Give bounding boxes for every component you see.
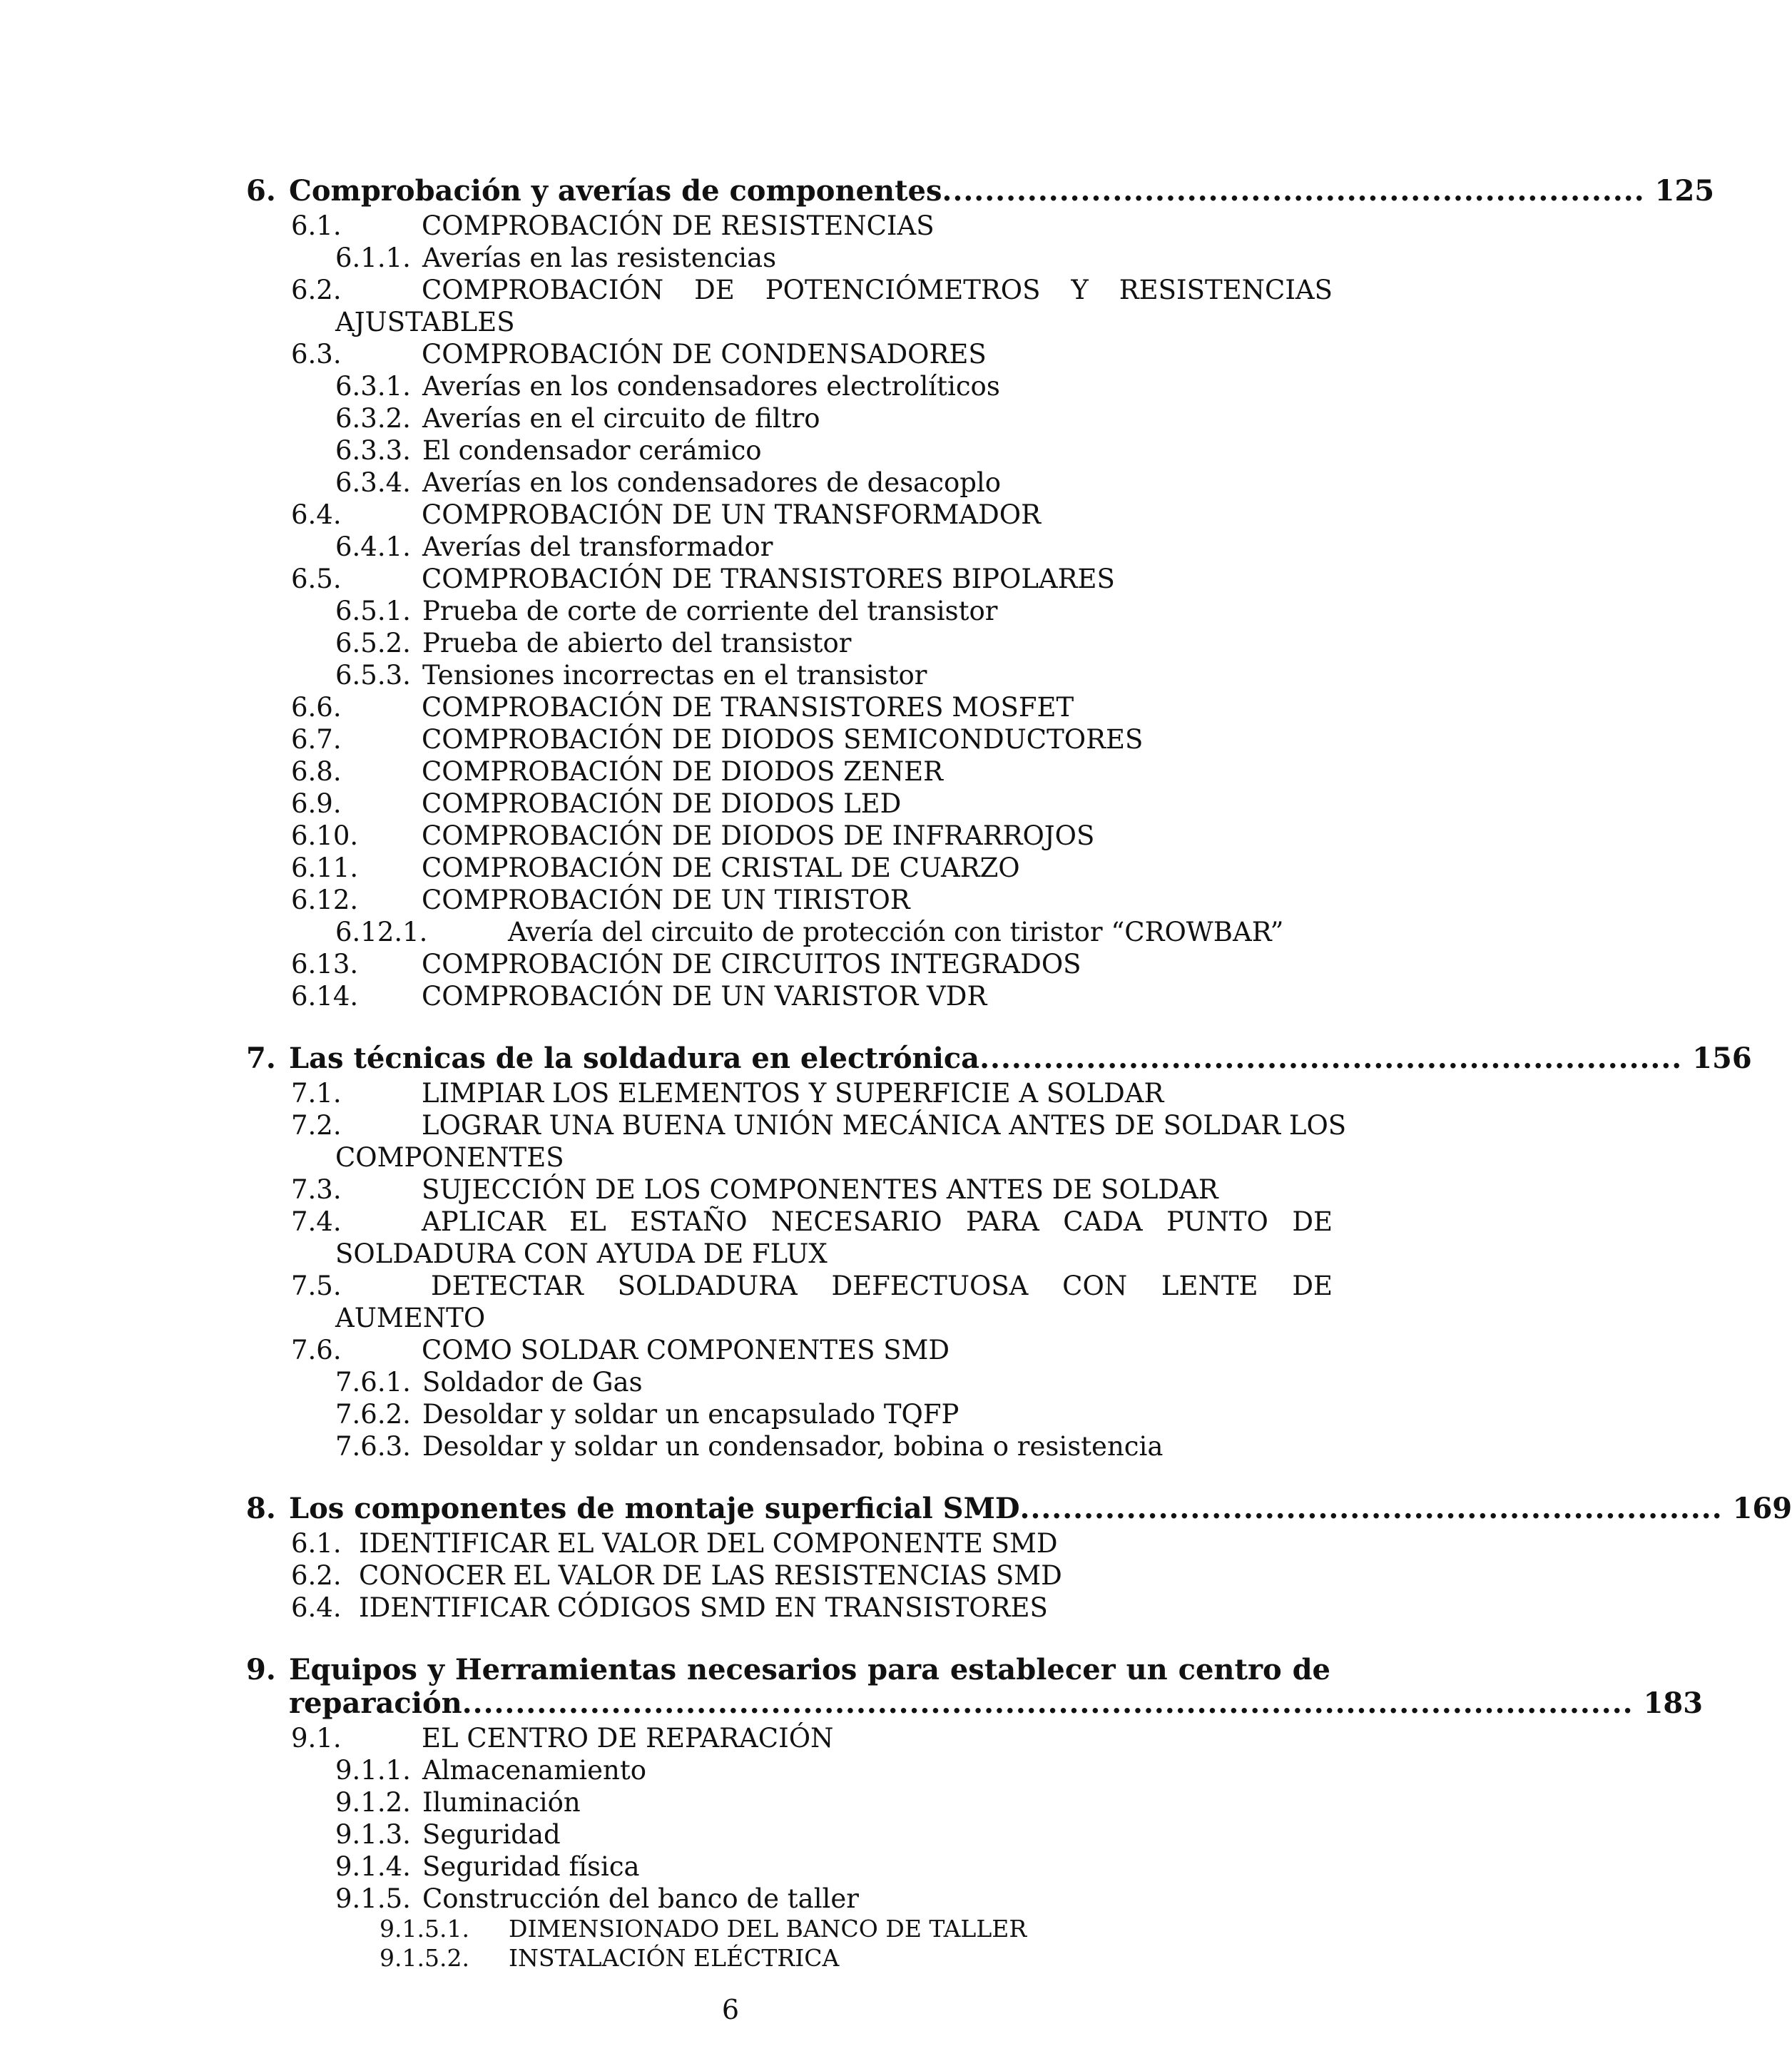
entry-title: Averías en los condensadores de desacoplo <box>422 467 1002 498</box>
entry-title: IDENTIFICAR CÓDIGOS SMD EN TRANSISTORES <box>359 1592 1048 1623</box>
entry-number: 7.1. <box>291 1078 342 1109</box>
entry-number: 6.7. <box>291 724 342 755</box>
entry-number: 6.3. <box>291 339 342 370</box>
toc-entry-6-14[interactable] <box>291 981 1333 1012</box>
toc-entry-8-2[interactable] <box>291 1560 1333 1592</box>
entry-title: COMPROBACIÓN DE RESISTENCIAS <box>422 210 935 241</box>
entry-number: 9.1.5. <box>335 1883 411 1914</box>
entry-title: COMO SOLDAR COMPONENTES SMD <box>422 1335 950 1365</box>
toc-entry-7-5-cont <box>335 1303 1334 1334</box>
toc-entry-6-3-1[interactable] <box>335 371 1334 402</box>
toc-entry-7-6-2[interactable] <box>335 1399 1334 1430</box>
dot-leader: .................................................................. <box>942 174 1645 208</box>
entry-number: 6.2. <box>291 275 342 305</box>
toc-entry-6-5-1[interactable] <box>335 596 1334 627</box>
entry-title: Prueba de corte de corriente del transistor <box>422 596 998 626</box>
dot-leader: .................................................................. <box>1019 1492 1723 1525</box>
entry-number: 6.9. <box>291 788 342 819</box>
chapter-number: 9. <box>246 1653 276 1686</box>
entry-title: COMPROBACIÓN DE UN TIRISTOR <box>422 885 910 915</box>
toc-entry-6-5-3[interactable] <box>335 660 1334 691</box>
entry-title: Soldador de Gas <box>422 1367 643 1398</box>
entry-number: 7.3. <box>291 1174 342 1205</box>
entry-title: COMPROBACIÓN DE TRANSISTORES MOSFET <box>422 692 1074 723</box>
entry-number: 6.12.1. <box>335 917 428 947</box>
entry-number: 6.13. <box>291 949 359 979</box>
toc-entry-7-6[interactable] <box>291 1335 1333 1366</box>
toc-entry-6-1[interactable] <box>291 210 1333 242</box>
toc-entry-7-6-3[interactable] <box>335 1431 1334 1462</box>
entry-title: CONOCER EL VALOR DE LAS RESISTENCIAS SMD <box>359 1560 1062 1591</box>
toc-entry-7-2[interactable] <box>291 1110 1347 1141</box>
page-number: 6 <box>721 1994 740 2025</box>
toc-entry-6-3-3[interactable] <box>335 435 1334 467</box>
entry-title: Tensiones incorrectas en el transistor <box>422 660 927 691</box>
entry-number: 6.5. <box>291 564 342 594</box>
entry-title: IDENTIFICAR EL VALOR DEL COMPONENTE SMD <box>359 1528 1058 1559</box>
entry-title: Iluminación <box>422 1787 581 1818</box>
chapter-page-number: 125 <box>1654 174 1715 208</box>
entry-title: Averías en el circuito de filtro <box>422 403 820 434</box>
toc-entry-6-8[interactable] <box>291 756 1333 788</box>
toc-entry-6-6[interactable] <box>291 692 1333 723</box>
toc-entry-7-2-cont <box>335 1142 1334 1174</box>
dot-leader: .............................................................................................................. <box>462 1686 1634 1720</box>
chapter-number: 6. <box>246 174 276 208</box>
toc-entry-6-12[interactable] <box>291 885 1333 916</box>
entry-number: 6.5.2. <box>335 628 411 658</box>
entry-number: 7.5. <box>291 1271 342 1301</box>
toc-chapter-9[interactable] <box>246 1654 1330 1686</box>
toc-entry-6-9[interactable] <box>291 788 1333 820</box>
toc-entry-7-4[interactable] <box>291 1206 1333 1238</box>
toc-entry-8-4[interactable] <box>291 1592 1333 1624</box>
entry-title: Averías en los condensadores electrolíticos <box>422 371 1000 402</box>
entry-title: COMPROBACIÓN DE DIODOS SEMICONDUCTORES <box>422 724 1144 755</box>
entry-title: Averías del transformador <box>422 531 773 562</box>
toc-entry-7-5[interactable] <box>291 1271 1333 1302</box>
toc-entry-6-2-cont <box>335 307 1334 338</box>
toc-entry-6-13[interactable] <box>291 949 1333 980</box>
entry-number: 6.1.1. <box>335 243 411 273</box>
chapter-title-cont: reparación <box>289 1686 462 1720</box>
entry-title: SOLDADURA CON AYUDA DE FLUX <box>335 1238 828 1269</box>
toc-entry-9-1-4[interactable] <box>335 1851 1334 1883</box>
entry-title: LIMPIAR LOS ELEMENTOS Y SUPERFICIE A SOLDAR <box>422 1078 1164 1109</box>
toc-entry-6-4[interactable] <box>291 499 1333 531</box>
entry-number: 7.2. <box>291 1110 342 1141</box>
entry-number: 6.3.4. <box>335 467 411 498</box>
entry-title: EL CENTRO DE REPARACIÓN <box>422 1723 834 1754</box>
chapter-title: Equipos y Herramientas necesarios para establecer un centro de <box>289 1653 1330 1686</box>
entry-title: COMPONENTES <box>335 1142 564 1173</box>
toc-entry-7-6-1[interactable] <box>335 1367 1334 1398</box>
entry-title: COMPROBACIÓN DE UN VARISTOR VDR <box>422 981 987 1012</box>
toc-entry-6-11[interactable] <box>291 853 1333 884</box>
toc-entry-6-3[interactable] <box>291 339 1333 370</box>
entry-title: COMPROBACIÓN DE UN TRANSFORMADOR <box>422 499 1041 530</box>
toc-chapter-8[interactable] <box>246 1492 1792 1525</box>
chapter-title: Los componentes de montaje superficial SMD <box>289 1492 1020 1525</box>
toc-entry-6-3-4[interactable] <box>335 467 1334 499</box>
entry-number: 9.1. <box>291 1723 342 1754</box>
toc-entry-9-1-1[interactable] <box>335 1755 1334 1786</box>
entry-title: LOGRAR UNA BUENA UNIÓN MECÁNICA ANTES DE SOLDAR LOS <box>422 1110 1347 1141</box>
toc-entry-9-1-2[interactable] <box>335 1787 1334 1818</box>
entry-number: 6.11. <box>291 853 359 883</box>
entry-title: COMPROBACIÓN DE CONDENSADORES <box>422 339 987 370</box>
entry-title: COMPROBACIÓN DE POTENCIÓMETROS Y RESISTENCIAS <box>422 275 1333 305</box>
entry-title: Avería del circuito de protección con tiristor “CROWBAR” <box>508 917 1284 947</box>
entry-title: COMPROBACIÓN DE CIRCUITOS INTEGRADOS <box>422 949 1081 979</box>
entry-number: 6.4. <box>291 1592 342 1623</box>
entry-title: DETECTAR SOLDADURA DEFECTUOSA CON LENTE DE <box>431 1271 1333 1301</box>
entry-number: 7.4. <box>291 1206 342 1237</box>
entry-number: 9.1.4. <box>335 1851 411 1882</box>
dot-leader: .................................................................. <box>979 1042 1683 1075</box>
entry-title: Averías en las resistencias <box>422 243 777 273</box>
entry-title: INSTALACIÓN ELÉCTRICA <box>509 1944 840 1972</box>
toc-entry-6-5-2[interactable] <box>335 628 1334 659</box>
entry-number: 6.5.3. <box>335 660 411 691</box>
entry-number: 6.1. <box>291 210 342 241</box>
entry-number: 6.1. <box>291 1528 342 1559</box>
entry-number: 7.6.1. <box>335 1367 411 1398</box>
chapter-page-number: 156 <box>1692 1042 1752 1075</box>
entry-number: 6.5.1. <box>335 596 411 626</box>
toc-entry-6-5[interactable] <box>291 564 1333 595</box>
chapter-number: 7. <box>246 1042 276 1075</box>
toc-entry-9-1[interactable] <box>291 1723 1333 1754</box>
entry-number: 9.1.3. <box>335 1819 411 1850</box>
entry-title: COMPROBACIÓN DE CRISTAL DE CUARZO <box>422 853 1020 883</box>
chapter-number: 8. <box>246 1492 276 1525</box>
entry-number: 6.4.1. <box>335 531 411 562</box>
entry-title: DIMENSIONADO DEL BANCO DE TALLER <box>509 1915 1027 1943</box>
entry-number: 6.14. <box>291 981 359 1012</box>
chapter-title: Las técnicas de la soldadura en electrónica <box>289 1042 980 1075</box>
entry-title: Seguridad física <box>422 1851 640 1882</box>
toc-entry-7-1[interactable] <box>291 1078 1333 1109</box>
chapter-page-number: 169 <box>1732 1492 1792 1525</box>
toc-chapter-7[interactable] <box>246 1042 1752 1075</box>
entry-title: COMPROBACIÓN DE DIODOS DE INFRARROJOS <box>422 820 1095 851</box>
entry-number: 9.1.5.1. <box>380 1915 469 1943</box>
entry-number: 9.1.2. <box>335 1787 411 1818</box>
chapter-page-number: 183 <box>1643 1686 1704 1720</box>
toc-chapter-9-cont[interactable] <box>246 1686 1704 1720</box>
entry-number: 6.12. <box>291 885 359 915</box>
entry-title: Almacenamiento <box>422 1755 646 1786</box>
toc-entry-6-2[interactable] <box>291 275 1333 306</box>
entry-number: 7.6.2. <box>335 1399 411 1430</box>
entry-title: Construcción del banco de taller <box>422 1883 859 1914</box>
toc-entry-9-1-5-1[interactable] <box>380 1913 1335 1945</box>
toc-entry-6-3-2[interactable] <box>335 403 1334 434</box>
entry-title: Seguridad <box>422 1819 561 1850</box>
toc-entry-9-1-5[interactable] <box>335 1883 1334 1915</box>
entry-number: 6.3.2. <box>335 403 411 434</box>
toc-entry-8-1[interactable] <box>291 1528 1333 1559</box>
entry-number: 7.6. <box>291 1335 342 1365</box>
chapter-title: Comprobación y averías de componentes <box>289 174 942 208</box>
entry-number: 6.3.3. <box>335 435 411 466</box>
toc-entry-7-4-cont <box>335 1238 1334 1270</box>
entry-title: Prueba de abierto del transistor <box>422 628 852 658</box>
entry-title: COMPROBACIÓN DE TRANSISTORES BIPOLARES <box>422 564 1115 594</box>
entry-number: 6.2. <box>291 1560 342 1591</box>
toc-entry-6-4-1[interactable] <box>335 531 1334 563</box>
entry-number: 9.1.5.2. <box>380 1944 469 1972</box>
entry-title: El condensador cerámico <box>422 435 762 466</box>
entry-number: 6.4. <box>291 499 342 530</box>
toc-entry-6-12-1[interactable] <box>335 917 1334 948</box>
toc-entry-6-7[interactable] <box>291 724 1333 755</box>
toc-entry-9-1-3[interactable] <box>335 1819 1334 1851</box>
entry-number: 6.3.1. <box>335 371 411 402</box>
toc-entry-6-1-1[interactable] <box>335 243 1334 274</box>
entry-title: Desoldar y soldar un condensador, bobina o resistencia <box>422 1431 1164 1462</box>
toc-entry-6-10[interactable] <box>291 820 1333 852</box>
entry-number: 9.1.1. <box>335 1755 411 1786</box>
toc-entry-9-1-5-2[interactable] <box>380 1943 1335 1974</box>
entry-title: Desoldar y soldar un encapsulado TQFP <box>422 1399 959 1430</box>
entry-title: APLICAR EL ESTAÑO NECESARIO PARA CADA PUNTO DE <box>422 1206 1333 1237</box>
entry-title: AJUSTABLES <box>335 307 515 337</box>
entry-title: SUJECCIÓN DE LOS COMPONENTES ANTES DE SOLDAR <box>422 1174 1218 1205</box>
entry-number: 7.6.3. <box>335 1431 411 1462</box>
entry-number: 6.8. <box>291 756 342 787</box>
entry-number: 6.6. <box>291 692 342 723</box>
entry-title: COMPROBACIÓN DE DIODOS LED <box>422 788 902 819</box>
entry-number: 6.10. <box>291 820 359 851</box>
toc-entry-7-3[interactable] <box>291 1174 1333 1206</box>
toc-chapter-6[interactable] <box>246 174 1715 208</box>
entry-title: COMPROBACIÓN DE DIODOS ZENER <box>422 756 944 787</box>
entry-title: AUMENTO <box>335 1303 486 1333</box>
